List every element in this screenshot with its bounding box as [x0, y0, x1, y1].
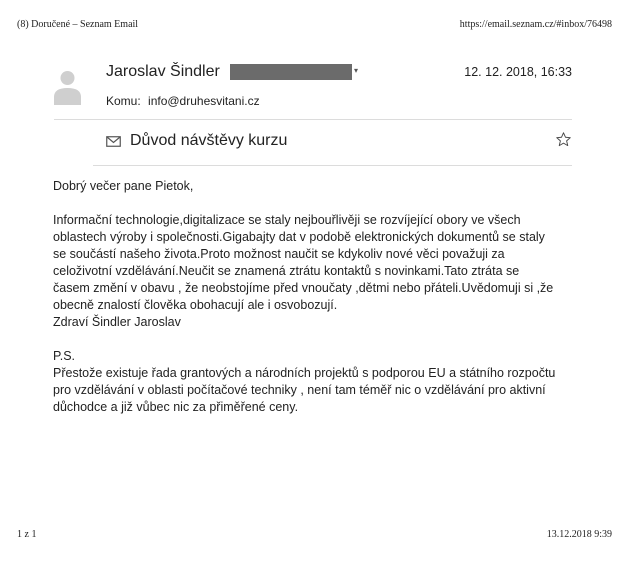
header-divider [54, 119, 572, 120]
sender-name[interactable]: Jaroslav Šindler [106, 63, 220, 80]
body-line: obecně znalostí člověka obohacují ale i osvobozují. [53, 298, 338, 312]
recipient-line [106, 94, 260, 108]
print-footer-timestamp: 13.12.2018 9:39 [546, 529, 612, 540]
print-header-title: (8) Doručené – Seznam Email [17, 19, 139, 30]
greeting: Dobrý večer pane Pietok, [53, 179, 194, 193]
ps-line: pro vzdělávání v oblasti počítačové techniky , není tam téměř nic o vzdělávání pro aktivní [53, 383, 546, 397]
message-subject: Důvod návštěvy kurzu [130, 132, 288, 149]
body-line: časem změní v obavu , že neobstojíme před vnoučaty ,dětmi nebo přáteli.Uvědomuji si ,že [53, 281, 554, 295]
ps-line: Přestože existuje řada grantových a národních projektů s podporou EU a státního rozpočtu [53, 366, 556, 380]
redacted-sender-address [230, 64, 352, 80]
body-line: oblastech výroby i společnosti.Gigabajty dat v podobě elektronických dokumentů se staly [53, 230, 545, 244]
body-line: Informační technologie,digitalizace se staly nejbouřlivěji se rozvíjející obory ve všech [53, 213, 521, 227]
print-header-url: https://email.seznam.cz/#inbox/76498 [459, 19, 612, 30]
ps-label: P.S. [53, 349, 76, 363]
print-footer-page: 1 z 1 [17, 529, 37, 540]
star-icon[interactable] [555, 131, 572, 148]
body-line: celoživotní vzdělávání.Neučit se znamená ztrátu kontaktů s novinkami.Tato ztráta se [53, 264, 520, 278]
envelope-icon [106, 136, 121, 147]
avatar-icon [53, 67, 82, 105]
ps-line: důchodce a již vůbec nic za přiměřené ceny. [53, 400, 299, 414]
message-date: 12. 12. 2018, 16:33 [464, 65, 572, 79]
recipient-label: Komu: [106, 94, 141, 108]
message-body [53, 178, 593, 416]
subject-divider [93, 165, 572, 166]
recipient-address[interactable]: info@druhesvitani.cz [148, 94, 260, 108]
signoff: Zdraví Šindler Jaroslav [53, 315, 181, 329]
body-line: se součástí našeho života.Proto možnost naučit se kdykoliv nové věci považuji za [53, 247, 505, 261]
caret-down-icon[interactable]: ▾ [354, 66, 359, 75]
